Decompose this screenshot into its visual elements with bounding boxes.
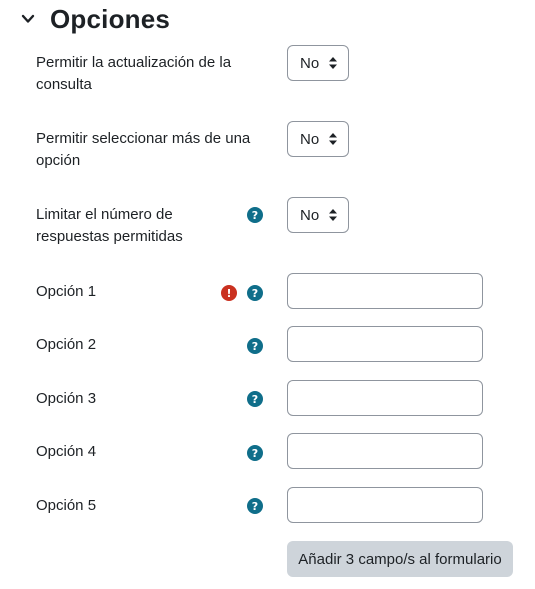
- option-label-4: Opción 4: [36, 443, 97, 460]
- option-input-5[interactable]: [287, 487, 483, 523]
- chevron-down-icon[interactable]: [18, 9, 38, 29]
- setting-label-limit-answers: Limitar el número de respuestas permitidas: [36, 206, 183, 245]
- section-header[interactable]: [18, 3, 170, 35]
- select-value: No: [300, 54, 320, 72]
- option-label-2: Opción 2: [36, 336, 97, 353]
- option-input-4[interactable]: [287, 433, 483, 469]
- option-label-5: Opción 5: [36, 497, 97, 514]
- help-icon[interactable]: ?: [247, 207, 263, 223]
- setting-label-allow-update: Permitir la actualización de la consulta: [36, 54, 232, 93]
- allow-update-select[interactable]: [287, 45, 349, 81]
- section-title: Opciones: [50, 3, 171, 34]
- option-input-1[interactable]: [287, 273, 483, 309]
- select-value: No: [300, 206, 320, 224]
- add-fields-button[interactable]: Añadir 3 campo/s al formulario: [287, 541, 513, 577]
- help-icon[interactable]: ?: [247, 498, 263, 514]
- help-icon[interactable]: ?: [247, 285, 263, 301]
- setting-label-allow-multiple: Permitir seleccionar más de una opción: [36, 130, 251, 169]
- option-input-3[interactable]: [287, 380, 483, 416]
- limit-answers-select[interactable]: [287, 197, 349, 233]
- select-caret-icon: [328, 56, 338, 70]
- option-label-1: Opción 1: [36, 283, 97, 300]
- select-caret-icon: [328, 132, 338, 146]
- allow-multiple-select[interactable]: [287, 121, 349, 157]
- select-value: No: [300, 130, 320, 148]
- option-input-2[interactable]: [287, 326, 483, 362]
- help-icon[interactable]: ?: [247, 338, 263, 354]
- select-caret-icon: [328, 208, 338, 222]
- help-icon[interactable]: ?: [247, 391, 263, 407]
- help-icon[interactable]: ?: [247, 445, 263, 461]
- required-icon: !: [221, 285, 237, 301]
- option-label-3: Opción 3: [36, 390, 97, 407]
